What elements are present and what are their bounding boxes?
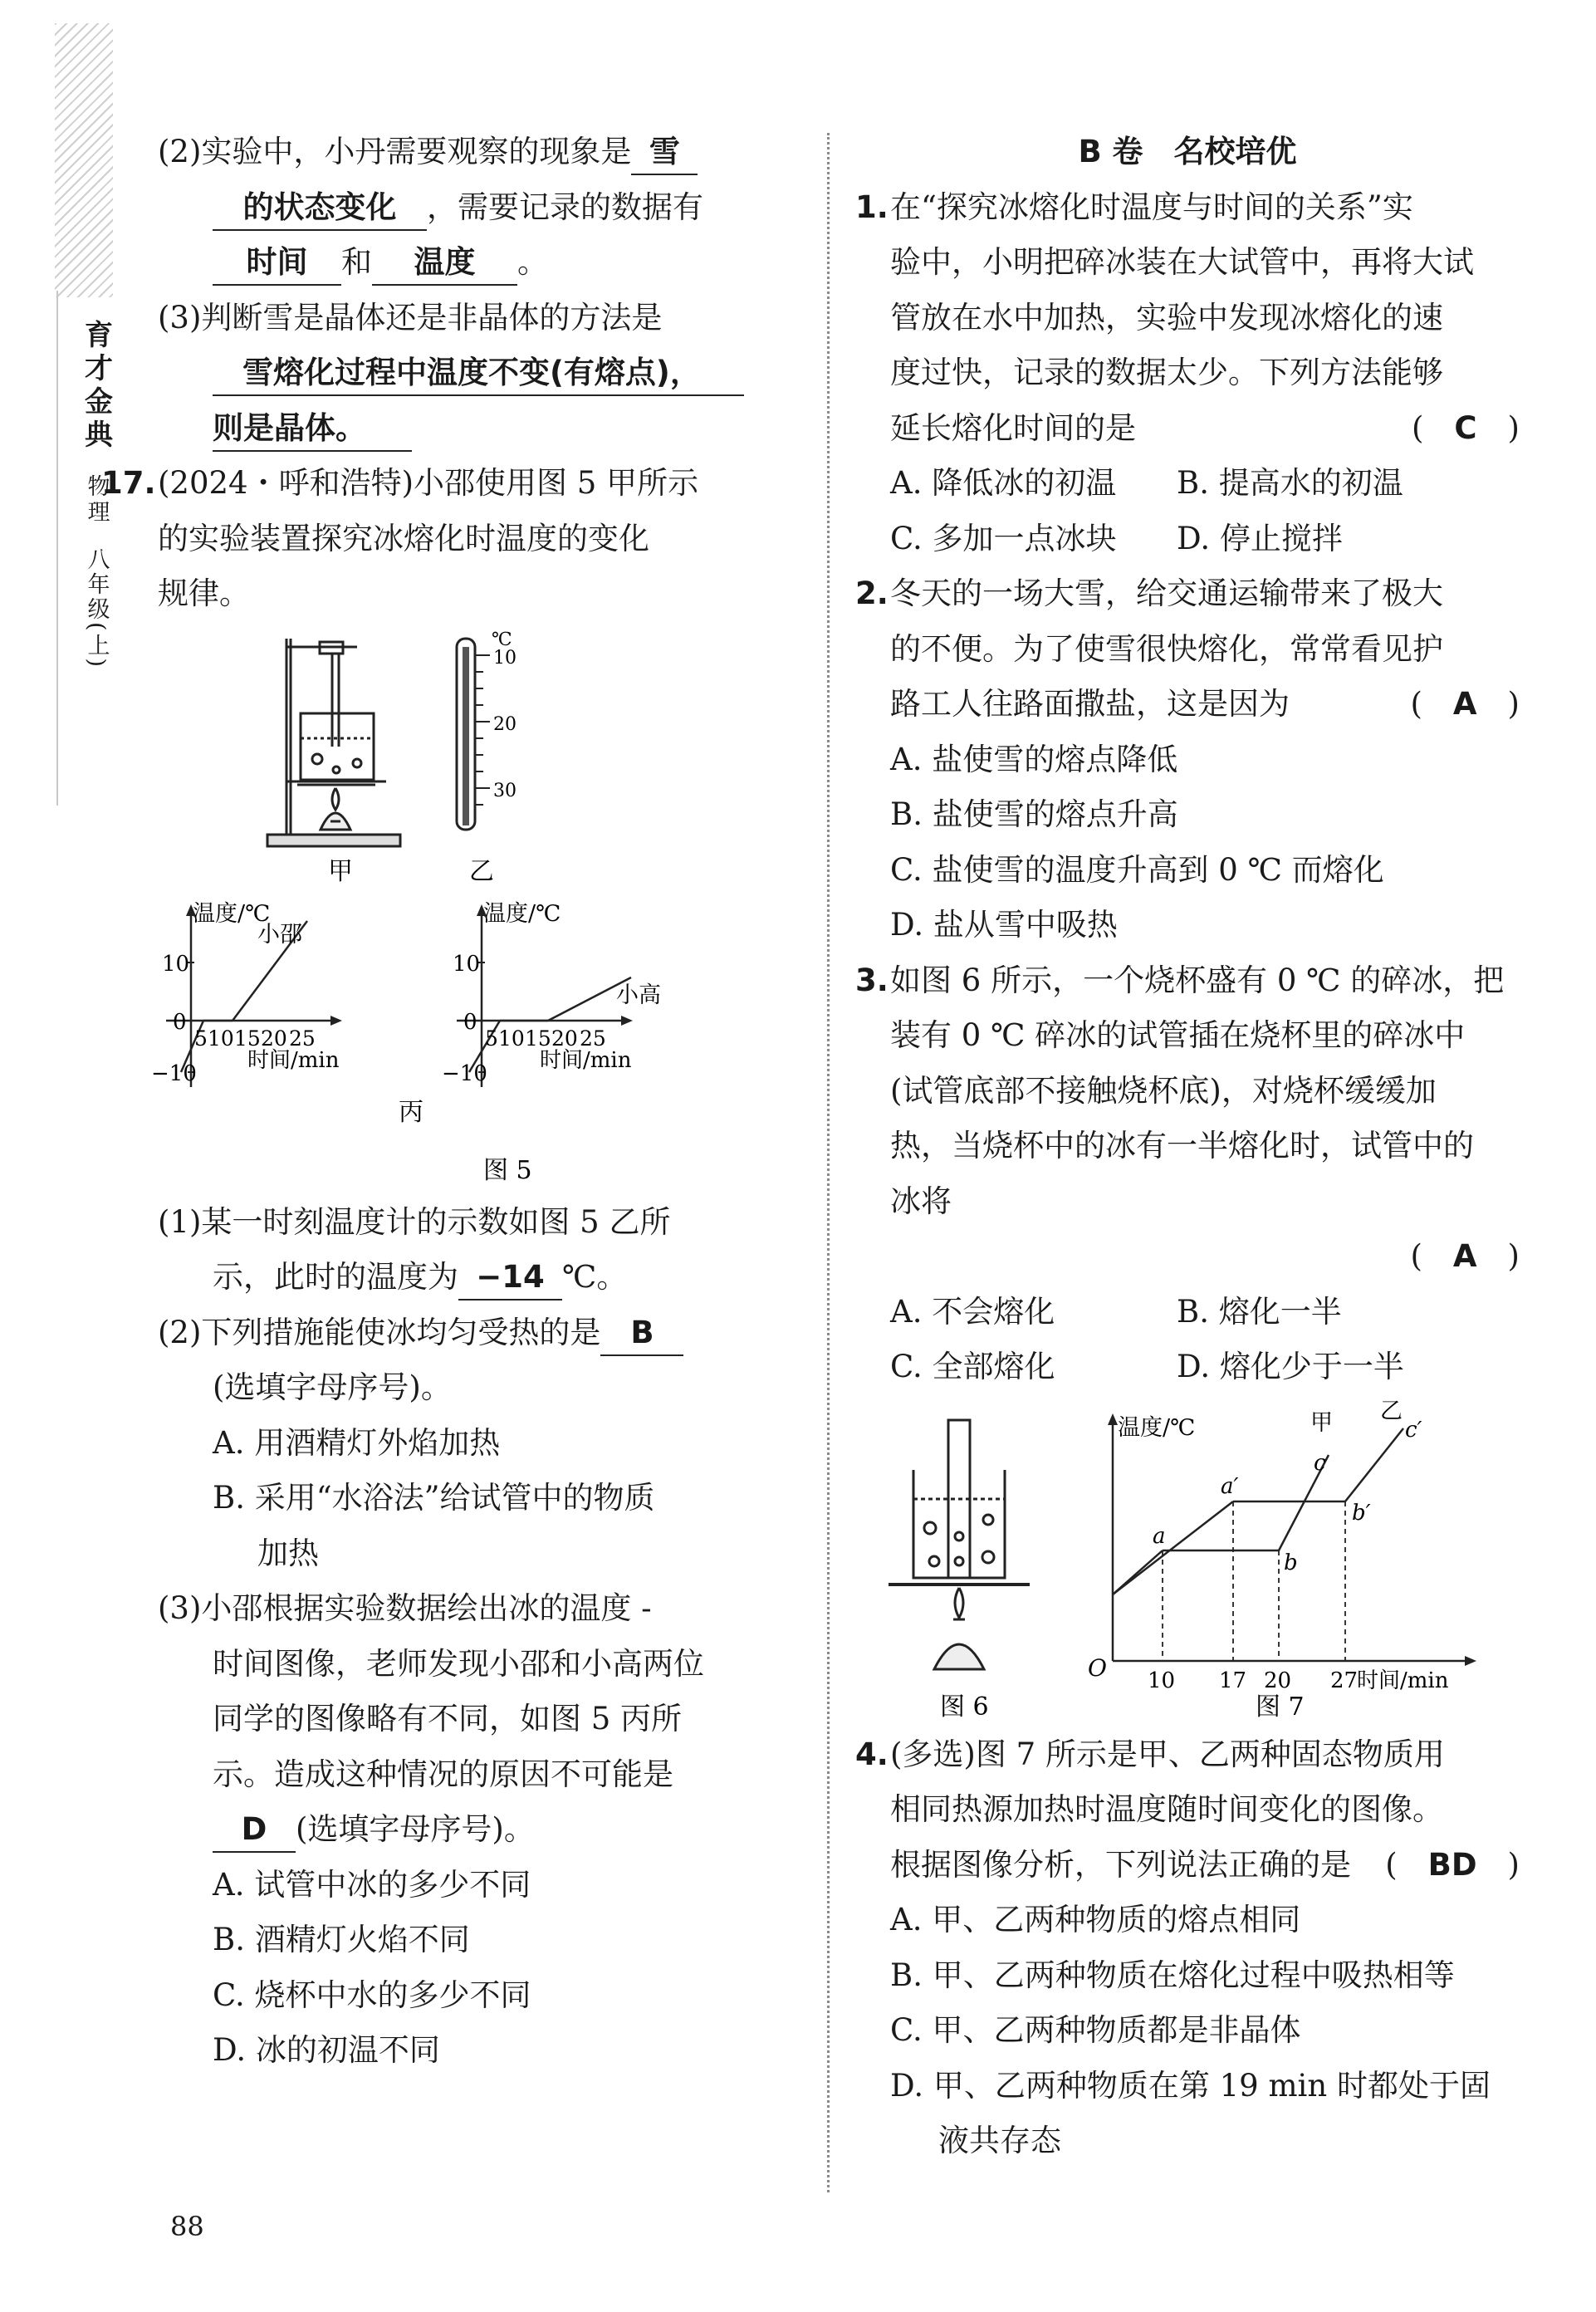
answer: C bbox=[1454, 409, 1477, 446]
thermometer-tick: 10 bbox=[493, 647, 516, 669]
answer-blank: 温度 bbox=[372, 241, 517, 286]
q4-line1: 4.(多选)图 7 所示是甲、乙两种固态物质用 bbox=[855, 1736, 1445, 1772]
apparatus-jia bbox=[267, 639, 400, 846]
q16-2-line1: (2)实验中，小丹需要观察的现象是 雪 bbox=[158, 125, 805, 180]
q16-3-answer1: 雪熔化过程中温度不变(有熔点)， bbox=[158, 345, 805, 401]
q17-3-line1: (3)小邵根据实验数据绘出冰的温度 - bbox=[158, 1590, 652, 1626]
fig7-point: c′ bbox=[1405, 1417, 1422, 1443]
q17-line1: 17.(2024・呼和浩特)小邵使用图 5 甲所示 bbox=[101, 456, 805, 512]
graph-left-ytick: 0 bbox=[173, 1009, 187, 1035]
fig7-xlabel: 时间/min bbox=[1357, 1668, 1449, 1693]
graph-right-xtick: 10 bbox=[498, 1026, 525, 1051]
graph-right-ytick: −10 bbox=[442, 1060, 487, 1086]
q2-line3: 路工人往路面撒盐，这是因为 ( A ) bbox=[890, 686, 1520, 722]
graph-left-ytick: 10 bbox=[162, 951, 190, 977]
fig7-xtick: 20 bbox=[1264, 1668, 1292, 1693]
fig7-point: b bbox=[1284, 1550, 1298, 1575]
thermometer-tick: 20 bbox=[493, 713, 516, 735]
q2-line1: 2.冬天的一场大雪，给交通运输带来了极大 bbox=[855, 576, 1443, 611]
answer-blank: −14 bbox=[458, 1256, 562, 1300]
graph-right-xtick: 15 bbox=[525, 1026, 551, 1051]
answer: A bbox=[1452, 1238, 1477, 1274]
q16-3-answer2: 则是晶体。 bbox=[158, 401, 805, 457]
figure-5 bbox=[151, 622, 805, 1195]
q17-2-optB: B. 采用“水浴法”给试管中的物质 bbox=[213, 1480, 655, 1516]
q17-3-line2: 时间图像，老师发现小邵和小高两位 bbox=[213, 1645, 704, 1682]
thermometer-unit: ℃ bbox=[492, 629, 512, 650]
q17-3-line5: D (选填字母序号)。 bbox=[158, 1802, 805, 1858]
q1-options-row2: C. 多加一点冰块 D. 停止搅拌 bbox=[890, 520, 1343, 556]
thermometer-yi bbox=[457, 639, 490, 830]
graph-left-xtick: 25 bbox=[289, 1026, 316, 1051]
q16-3-line1: (3)判断雪是晶体还是非晶体的方法是 bbox=[158, 299, 663, 336]
graph-right-ytick: 0 bbox=[463, 1009, 477, 1035]
thermometer-tick: 30 bbox=[493, 780, 516, 801]
figure-6-caption: 图 6 bbox=[940, 1692, 989, 1722]
q17-3-optC: C. 烧杯中水的多少不同 bbox=[213, 1976, 531, 2013]
fig7-point: a bbox=[1153, 1523, 1166, 1549]
fig7-origin: O bbox=[1088, 1653, 1107, 1682]
fig7-point: a′ bbox=[1221, 1473, 1239, 1499]
graph-right-xlabel: 时间/min bbox=[540, 1047, 632, 1073]
answer-blank: 的状态变化 bbox=[213, 186, 427, 231]
beaker-apparatus-fig6 bbox=[889, 1420, 1030, 1669]
spine-rule bbox=[56, 291, 58, 806]
fig7-label-yi: 乙 bbox=[1380, 1398, 1403, 1424]
spine-subject: 物理 bbox=[83, 474, 110, 526]
right-column: B 卷 名校培优 1.在“探究冰熔化时温度与时间的关系”实 验中，小明把碎冰装在大试管中，再将大试 管放在水中加热，实验中发现冰熔化的速 度过快，记录的数据太少。下列方法能够 延长熔化时间的是 ( C ) A. 降低冰的初温 B. 提高水的初温 C. 多加一点冰块 D. 停止搅拌 2.冬天的一场大雪，给交通运输带来了极大 的不便。为了使雪很快熔化，常常看见护 路工人往路面撒盐，这是因为 ( A ) A. 盐使雪的熔点降低 B. 盐使雪的熔点升高 C. 盐使雪的温度升高到 0 ℃ 而熔化 D. 盐从雪中吸热 3.如图 6 所示，一个烧杯盛有 0 ℃ 的碎冰，把 装有 0 ℃ 碎冰的试管插在烧杯里的碎冰中 (试管底部不接触烧杯底)，对烧杯缓缓加 热，当烧杯中的冰有一半熔化时，试管中的 冰将 ( A ) A. 不会熔化 B. 熔化一半 C. 全部熔化 D. 熔化少于一半 图 6 温度/℃ O 10 17 20 27 时间/min 甲 乙 a a′ b b′ c c′ 图 7 4.(多选)图 7 所示是甲、乙两种固态物质用 相同热源加热时温度随时间变化的图像。 根据图像分析，下列说法正确的是 ( BD ) A. 甲、乙两种物质的熔点相同 B. 甲、乙两种物质在熔化过程中吸热相等 C. 甲、乙两种物质都是非晶体 D. 甲、乙两种物质在第 19 min 时都处于固 液共存态 bbox=[855, 125, 1520, 2169]
answer: BD bbox=[1427, 1846, 1477, 1883]
left-column bbox=[101, 125, 805, 2079]
graph-left-xtick: 5 bbox=[194, 1026, 208, 1051]
graph-left-xlabel: 时间/min bbox=[247, 1047, 340, 1073]
graph-left-xtick: 20 bbox=[261, 1026, 287, 1051]
spine-grade: 八年级(上) bbox=[83, 547, 110, 670]
q17-3-optD: D. 冰的初温不同 bbox=[213, 2032, 440, 2068]
q17-3-line3: 同学的图像略有不同，如图 5 丙所 bbox=[213, 1701, 683, 1736]
label-bing: 丙 bbox=[399, 1097, 423, 1127]
graph-right-xtick: 5 bbox=[485, 1026, 498, 1051]
q3-answer-line: ( A ) bbox=[1410, 1238, 1520, 1274]
label-yi: 乙 bbox=[469, 856, 494, 886]
graph-right-xtick: 25 bbox=[580, 1026, 606, 1051]
fig7-point: c bbox=[1314, 1450, 1326, 1476]
q17-line2: 的实验装置探究冰熔化时温度的变化 bbox=[158, 520, 649, 556]
fig7-xtick: 27 bbox=[1330, 1668, 1359, 1693]
q17-2-optA: A. 用酒精灯外焰加热 bbox=[213, 1424, 501, 1461]
graph-left-name: 小邵 bbox=[257, 921, 302, 948]
q1-line5: 延长熔化时间的是 ( C ) bbox=[890, 409, 1520, 446]
figures-6-7-drawing bbox=[855, 1395, 1520, 1727]
answer-blank: D bbox=[213, 1808, 296, 1853]
graph-right-ylabel: 温度/℃ bbox=[483, 900, 561, 927]
q17-2-line1: (2)下列措施能使冰均匀受热的是 B bbox=[158, 1305, 805, 1361]
q3-line1: 3.如图 6 所示，一个烧杯盛有 0 ℃ 的碎冰，把 bbox=[855, 962, 1505, 998]
graph-left-ylabel: 温度/℃ bbox=[193, 900, 271, 927]
figures-6-7 bbox=[855, 1395, 1520, 1727]
figure-7-caption: 图 7 bbox=[1256, 1692, 1305, 1722]
question-number: 17. bbox=[101, 465, 156, 501]
q17-3-optA: A. 试管中冰的多少不同 bbox=[213, 1866, 531, 1903]
q17-3-optB: B. 酒精灯火焰不同 bbox=[213, 1922, 470, 1957]
q17-2-optB-cont: 加热 bbox=[257, 1535, 319, 1571]
q17-1-line1: (1)某一时刻温度计的示数如图 5 乙所 bbox=[158, 1203, 671, 1240]
q17-3-line4: 示。造成这种情况的原因不可能是 bbox=[213, 1756, 673, 1792]
graph-right-name: 小高 bbox=[616, 982, 661, 1008]
answer-blank: 时间 bbox=[213, 241, 341, 286]
graph-left-xtick: 10 bbox=[208, 1026, 234, 1051]
q17-1-line2: 示，此时的温度为 −14 ℃。 bbox=[158, 1250, 805, 1305]
q4-line3: 根据图像分析，下列说法正确的是 ( BD ) bbox=[890, 1846, 1520, 1883]
figure-5-caption: 图 5 bbox=[483, 1155, 532, 1185]
answer: A bbox=[1452, 686, 1477, 722]
fig7-xtick: 17 bbox=[1219, 1668, 1247, 1693]
graph-right-ytick: 10 bbox=[453, 951, 481, 977]
section-title: B 卷 名校培优 bbox=[1078, 134, 1297, 169]
answer-blank: 雪 bbox=[631, 130, 698, 175]
answer-blank: B bbox=[600, 1311, 683, 1356]
graph-left-xtick: 15 bbox=[234, 1026, 261, 1051]
page-number: 88 bbox=[170, 2211, 204, 2242]
label-jia: 甲 bbox=[328, 856, 353, 886]
q17-line3: 规律。 bbox=[158, 576, 250, 611]
graph-right-xtick: 20 bbox=[551, 1026, 578, 1051]
column-divider bbox=[827, 133, 830, 2192]
graph-left-ytick: −10 bbox=[151, 1060, 197, 1086]
corner-hatch-decoration bbox=[55, 23, 113, 297]
fig7-ylabel: 温度/℃ bbox=[1118, 1414, 1196, 1441]
q17-2-line2: (选填字母序号)。 bbox=[213, 1369, 452, 1405]
q16-2-line3: 时间 和 温度 。 bbox=[158, 235, 805, 291]
fig7-xtick: 10 bbox=[1148, 1668, 1176, 1693]
fig7-point: b′ bbox=[1352, 1500, 1371, 1526]
q16-2-line2: 的状态变化 ，需要记录的数据有 bbox=[158, 180, 805, 236]
figure-5-drawing bbox=[151, 622, 805, 1195]
q3-line5: 冰将 bbox=[890, 1183, 952, 1219]
q1-options-row1: A. 降低冰的初温 B. 提高水的初温 bbox=[890, 465, 1403, 501]
fig7-label-jia: 甲 bbox=[1310, 1409, 1333, 1436]
spine-brand: 育才金典 bbox=[79, 320, 113, 453]
q1-line1: 1.在“探究冰熔化时温度与时间的关系”实 bbox=[855, 189, 1413, 225]
